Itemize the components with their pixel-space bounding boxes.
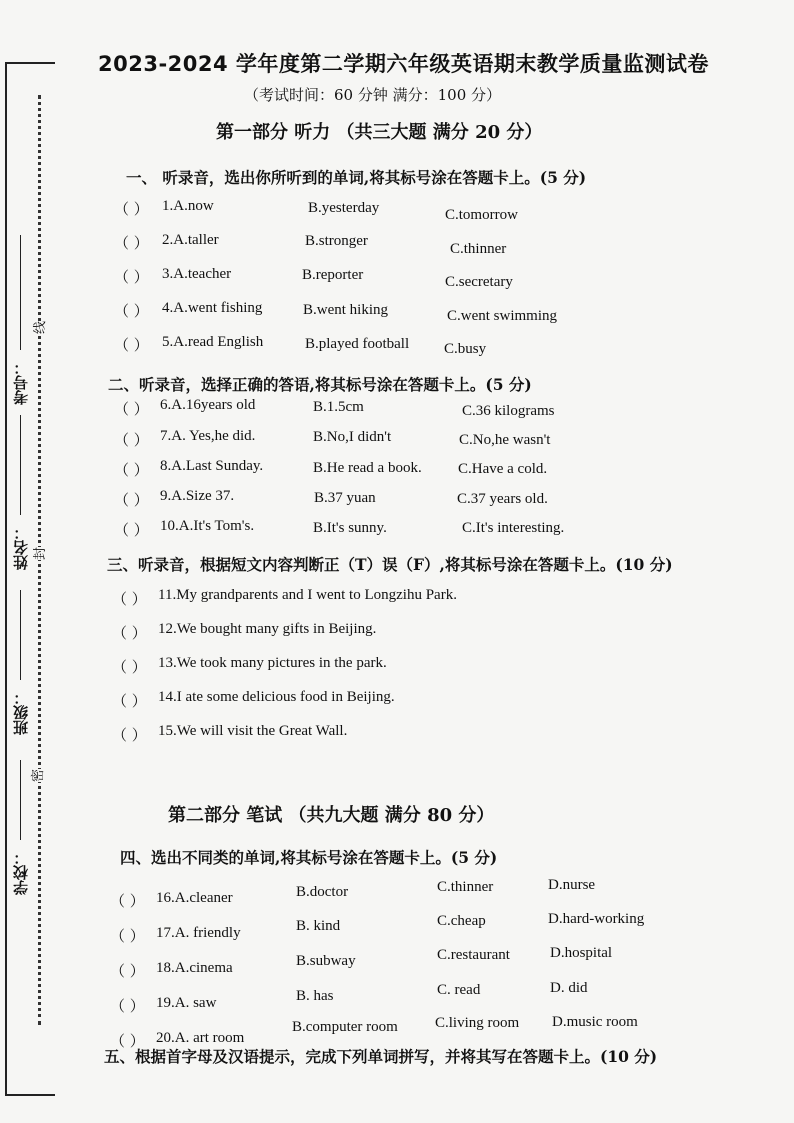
question-3: 3.A.teacher bbox=[162, 266, 232, 282]
answer-bracket[interactable]: （ ） bbox=[114, 400, 149, 418]
option-c: C.Have a cold. bbox=[458, 461, 548, 477]
option-c: C. read bbox=[437, 982, 481, 998]
answer-bracket[interactable]: （ ） bbox=[110, 962, 145, 980]
option-b: B.reporter bbox=[302, 267, 364, 283]
option-b: B.went hiking bbox=[303, 302, 388, 318]
option-b: B.1.5cm bbox=[313, 399, 364, 415]
option-d: D.nurse bbox=[548, 877, 596, 893]
answer-bracket[interactable]: （ ） bbox=[114, 268, 149, 286]
option-c: C.living room bbox=[435, 1015, 520, 1031]
question-20: 20.A. art room bbox=[156, 1030, 245, 1046]
seal-xian: 线 bbox=[29, 321, 48, 334]
option-c: C.37 years old. bbox=[457, 491, 548, 507]
option-d: D.music room bbox=[552, 1014, 638, 1030]
question-16: 16.A.cleaner bbox=[156, 890, 233, 906]
option-c: C.secretary bbox=[445, 274, 513, 290]
exam-number-label: 考号： bbox=[12, 360, 30, 405]
option-d: D.hospital bbox=[550, 945, 613, 961]
exam-info: （考试时间：60 分钟 满分：100 分） bbox=[244, 86, 502, 104]
option-d: D.hard-working bbox=[548, 911, 645, 927]
question-18: 18.A.cinema bbox=[156, 960, 233, 976]
option-c: C.thinner bbox=[450, 241, 507, 257]
answer-bracket[interactable]: （ ） bbox=[114, 234, 149, 252]
question-5: 5.A.read English bbox=[162, 334, 264, 350]
question-4: 4.A.went fishing bbox=[162, 300, 263, 316]
answer-bracket[interactable]: （ ） bbox=[112, 692, 147, 710]
option-c: C.tomorrow bbox=[445, 207, 518, 223]
option-b: B.stronger bbox=[305, 233, 368, 249]
option-c: C.thinner bbox=[437, 879, 494, 895]
question-2: 2.A.taller bbox=[162, 232, 219, 248]
question-7: 7.A. Yes,he did. bbox=[160, 428, 256, 444]
question-9: 9.A.Size 37. bbox=[160, 488, 235, 504]
answer-bracket[interactable]: （ ） bbox=[114, 431, 149, 449]
option-c: C.busy bbox=[444, 341, 487, 357]
statement-14: 14.I ate some delicious food in Beijing. bbox=[158, 689, 395, 705]
answer-bracket[interactable]: （ ） bbox=[114, 461, 149, 479]
section3-title: 三、听录音，根据短文内容判断正（T）误（F）,将其标号涂在答题卡上。(10 分) bbox=[107, 555, 673, 574]
exam-number-field[interactable] bbox=[20, 235, 21, 350]
statement-15: 15.We will visit the Great Wall. bbox=[158, 723, 348, 739]
option-c: C.went swimming bbox=[447, 308, 558, 324]
question-17: 17.A. friendly bbox=[156, 925, 241, 941]
section5-title: 五、根据首字母及汉语提示，完成下列单词拼写，并将其写在答题卡上。(10 分) bbox=[104, 1047, 658, 1066]
option-d: D. did bbox=[550, 980, 588, 996]
option-b: B.No,I didn't bbox=[313, 429, 392, 445]
name-label: 姓名： bbox=[12, 525, 30, 570]
seal-mi: 密 bbox=[27, 769, 46, 782]
answer-bracket[interactable]: （ ） bbox=[114, 491, 149, 509]
statement-13: 13.We took many pictures in the park. bbox=[158, 655, 387, 671]
answer-bracket[interactable]: （ ） bbox=[112, 590, 147, 608]
option-b: B.37 yuan bbox=[314, 490, 376, 506]
answer-bracket[interactable]: （ ） bbox=[110, 1032, 145, 1050]
school-label: 学校： bbox=[12, 850, 30, 895]
statement-12: 12.We bought many gifts in Beijing. bbox=[158, 621, 377, 637]
option-b: B. kind bbox=[296, 918, 341, 934]
part1-title: 第一部分 听力 （共三大题 满分 20 分） bbox=[216, 122, 543, 143]
name-field[interactable] bbox=[20, 415, 21, 515]
answer-bracket[interactable]: （ ） bbox=[110, 997, 145, 1015]
class-field[interactable] bbox=[20, 590, 21, 680]
option-c: C.restaurant bbox=[437, 947, 510, 963]
answer-bracket[interactable]: （ ） bbox=[112, 658, 147, 676]
statement-11: 11.My grandparents and I went to Longzihu Park. bbox=[158, 587, 457, 603]
school-field[interactable] bbox=[20, 760, 21, 840]
option-b: B.computer room bbox=[292, 1019, 398, 1035]
answer-bracket[interactable]: （ ） bbox=[112, 624, 147, 642]
option-b: B.subway bbox=[296, 953, 356, 969]
question-10: 10.A.It's Tom's. bbox=[160, 518, 255, 534]
question-6: 6.A.16years old bbox=[160, 397, 256, 413]
answer-bracket[interactable]: （ ） bbox=[114, 521, 149, 539]
option-c: C.It's interesting. bbox=[462, 520, 565, 536]
option-c: C.No,he wasn't bbox=[459, 432, 551, 448]
answer-bracket[interactable]: （ ） bbox=[114, 200, 149, 218]
section4-title: 四、选出不同类的单词,将其标号涂在答题卡上。(5 分) bbox=[120, 848, 498, 867]
option-b: B.He read a book. bbox=[313, 460, 422, 476]
class-label: 班级： bbox=[12, 690, 30, 735]
question-19: 19.A. saw bbox=[156, 995, 217, 1011]
question-8: 8.A.Last Sunday. bbox=[160, 458, 264, 474]
option-b: B.It's sunny. bbox=[313, 520, 387, 536]
answer-bracket[interactable]: （ ） bbox=[114, 302, 149, 320]
section2-title: 二、听录音，选择正确的答语,将其标号涂在答题卡上。(5 分) bbox=[108, 375, 532, 394]
section1-title: 一、 听录音，选出你所听到的单词,将其标号涂在答题卡上。(5 分) bbox=[126, 168, 587, 187]
answer-bracket[interactable]: （ ） bbox=[112, 726, 147, 744]
part2-title: 第二部分 笔试 （共九大题 满分 80 分） bbox=[168, 805, 495, 826]
answer-bracket[interactable]: （ ） bbox=[110, 892, 145, 910]
question-1: 1.A.now bbox=[162, 198, 214, 214]
answer-bracket[interactable]: （ ） bbox=[114, 336, 149, 354]
option-c: C.cheap bbox=[437, 913, 486, 929]
binding-margin-frame bbox=[5, 62, 55, 1096]
option-c: C.36 kilograms bbox=[462, 403, 555, 419]
option-b: B.doctor bbox=[296, 884, 349, 900]
option-b: B. has bbox=[296, 988, 334, 1004]
option-b: B.played football bbox=[305, 336, 410, 352]
seal-feng: 封 bbox=[29, 547, 48, 560]
exam-title: 2023-2024 学年度第二学期六年级英语期末教学质量监测试卷 bbox=[98, 52, 709, 76]
option-b: B.yesterday bbox=[308, 200, 380, 216]
answer-bracket[interactable]: （ ） bbox=[110, 927, 145, 945]
